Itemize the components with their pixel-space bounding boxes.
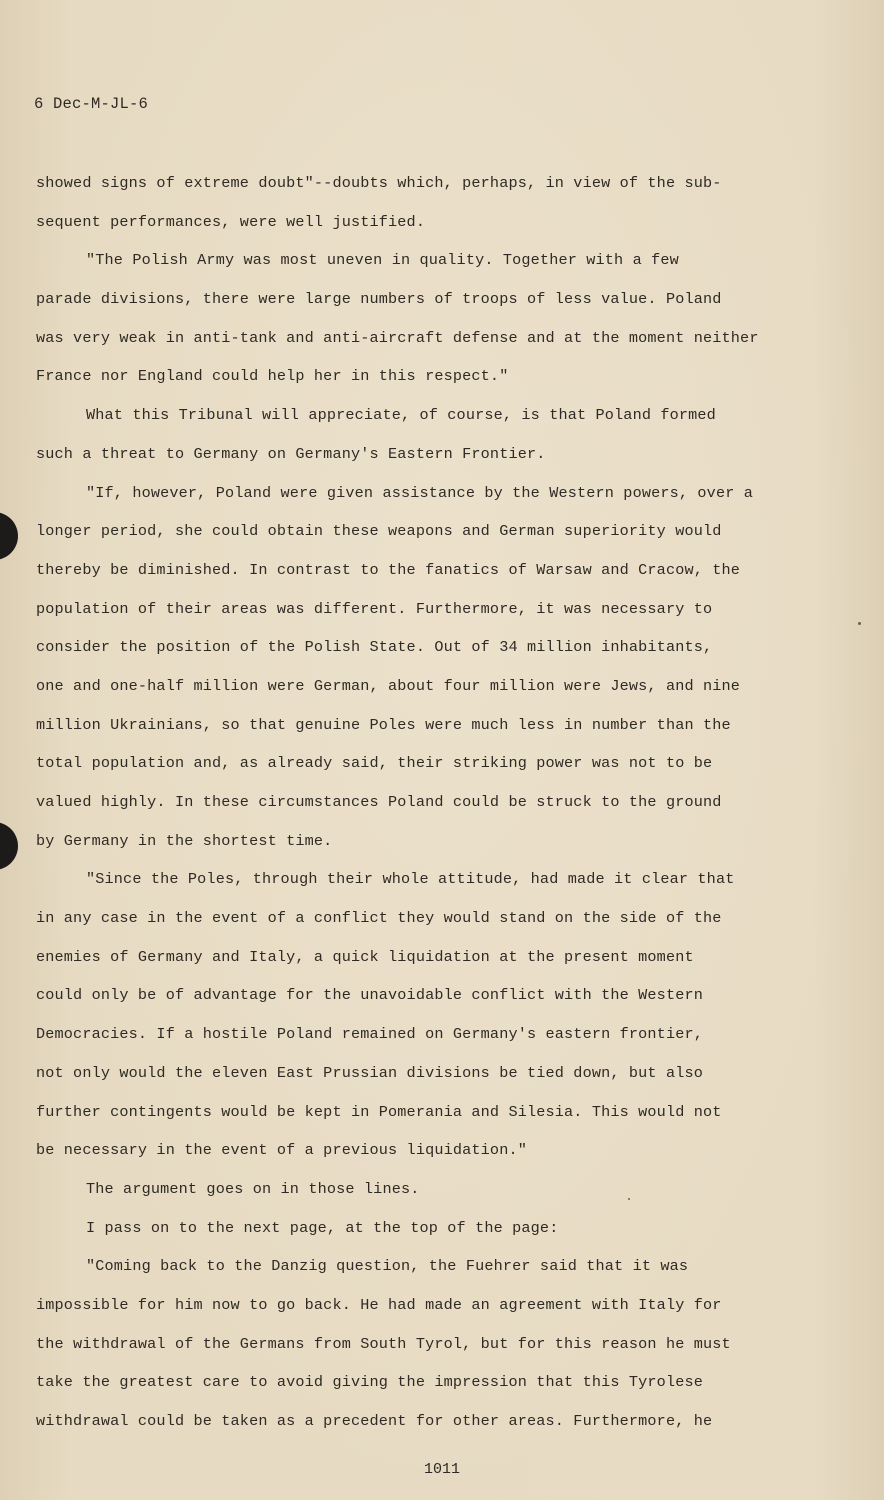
text-line: Democracies. If a hostile Poland remained on Germany's eastern frontier, xyxy=(36,1025,704,1044)
text-line: sequent performances, were well justified. xyxy=(36,212,426,231)
document-reference: 6 Dec-M-JL-6 xyxy=(34,95,149,113)
text-line: showed signs of extreme doubt"--doubts which, perhaps, in view of the sub- xyxy=(36,174,722,192)
text-line: The argument goes on in those lines. xyxy=(86,1179,420,1198)
text-line: consider the position of the Polish State. Out of 34 million inhabitants, xyxy=(36,638,713,657)
text-line: "The Polish Army was most uneven in quality. Together with a few xyxy=(86,251,679,270)
text-line: further contingents would be kept in Pomerania and Silesia. This would not xyxy=(36,1102,722,1121)
text-line: total population and, as already said, their striking power was not to be xyxy=(36,754,713,773)
text-line: impossible for him now to go back. He had made an agreement with Italy for xyxy=(36,1295,722,1314)
text-line: What this Tribunal will appreciate, of course, is that Poland formed xyxy=(86,406,716,425)
text-line: enemies of Germany and Italy, a quick liquidation at the present moment xyxy=(36,947,694,966)
text-line: not only would the eleven East Prussian divisions be tied down, but also xyxy=(36,1063,704,1082)
text-line: such a threat to Germany on Germany's Eastern Frontier. xyxy=(36,444,546,463)
text-line: "Coming back to the Danzig question, the Fuehrer said that it was xyxy=(86,1257,689,1276)
binder-hole-mark xyxy=(0,512,18,560)
paper-speck xyxy=(858,622,861,625)
text-line: thereby be diminished. In contrast to the fanatics of Warsaw and Cracow, the xyxy=(36,560,741,579)
transcript-body xyxy=(36,164,806,1441)
text-line: longer period, she could obtain these weapons and German superiority would xyxy=(36,522,722,541)
text-line: take the greatest care to avoid giving the impression that this Tyrolese xyxy=(36,1373,704,1392)
text-line: by Germany in the shortest time. xyxy=(36,831,333,850)
text-line: in any case in the event of a conflict they would stand on the side of the xyxy=(36,909,722,928)
text-line: I pass on to the next page, at the top of the page: xyxy=(86,1218,559,1237)
page-number: 1011 xyxy=(423,1461,460,1478)
text-line: population of their areas was different. Furthermore, it was necessary to xyxy=(36,599,713,618)
text-line: "If, however, Poland were given assistance by the Western powers, over a xyxy=(86,483,754,502)
text-line: France nor England could help her in this respect." xyxy=(36,367,509,386)
text-line: was very weak in anti-tank and anti-aircraft defense and at the moment neither xyxy=(36,328,759,347)
text-line: million Ukrainians, so that genuine Poles were much less in number than the xyxy=(36,715,731,734)
binder-hole-mark xyxy=(0,822,18,870)
text-line: one and one-half million were German, about four million were Jews, and nine xyxy=(36,676,741,695)
text-line: could only be of advantage for the unavoidable conflict with the Western xyxy=(36,986,704,1005)
text-line: parade divisions, there were large numbers of troops of less value. Poland xyxy=(36,290,722,309)
text-line: valued highly. In these circumstances Poland could be struck to the ground xyxy=(36,793,722,811)
text-line: the withdrawal of the Germans from South Tyrol, but for this reason he must xyxy=(36,1334,731,1353)
text-line: be necessary in the event of a previous liquidation." xyxy=(36,1141,527,1160)
text-line: withdrawal could be taken as a precedent for other areas. Furthermore, he xyxy=(36,1412,713,1430)
text-line: "Since the Poles, through their whole attitude, had made it clear that xyxy=(86,870,735,889)
